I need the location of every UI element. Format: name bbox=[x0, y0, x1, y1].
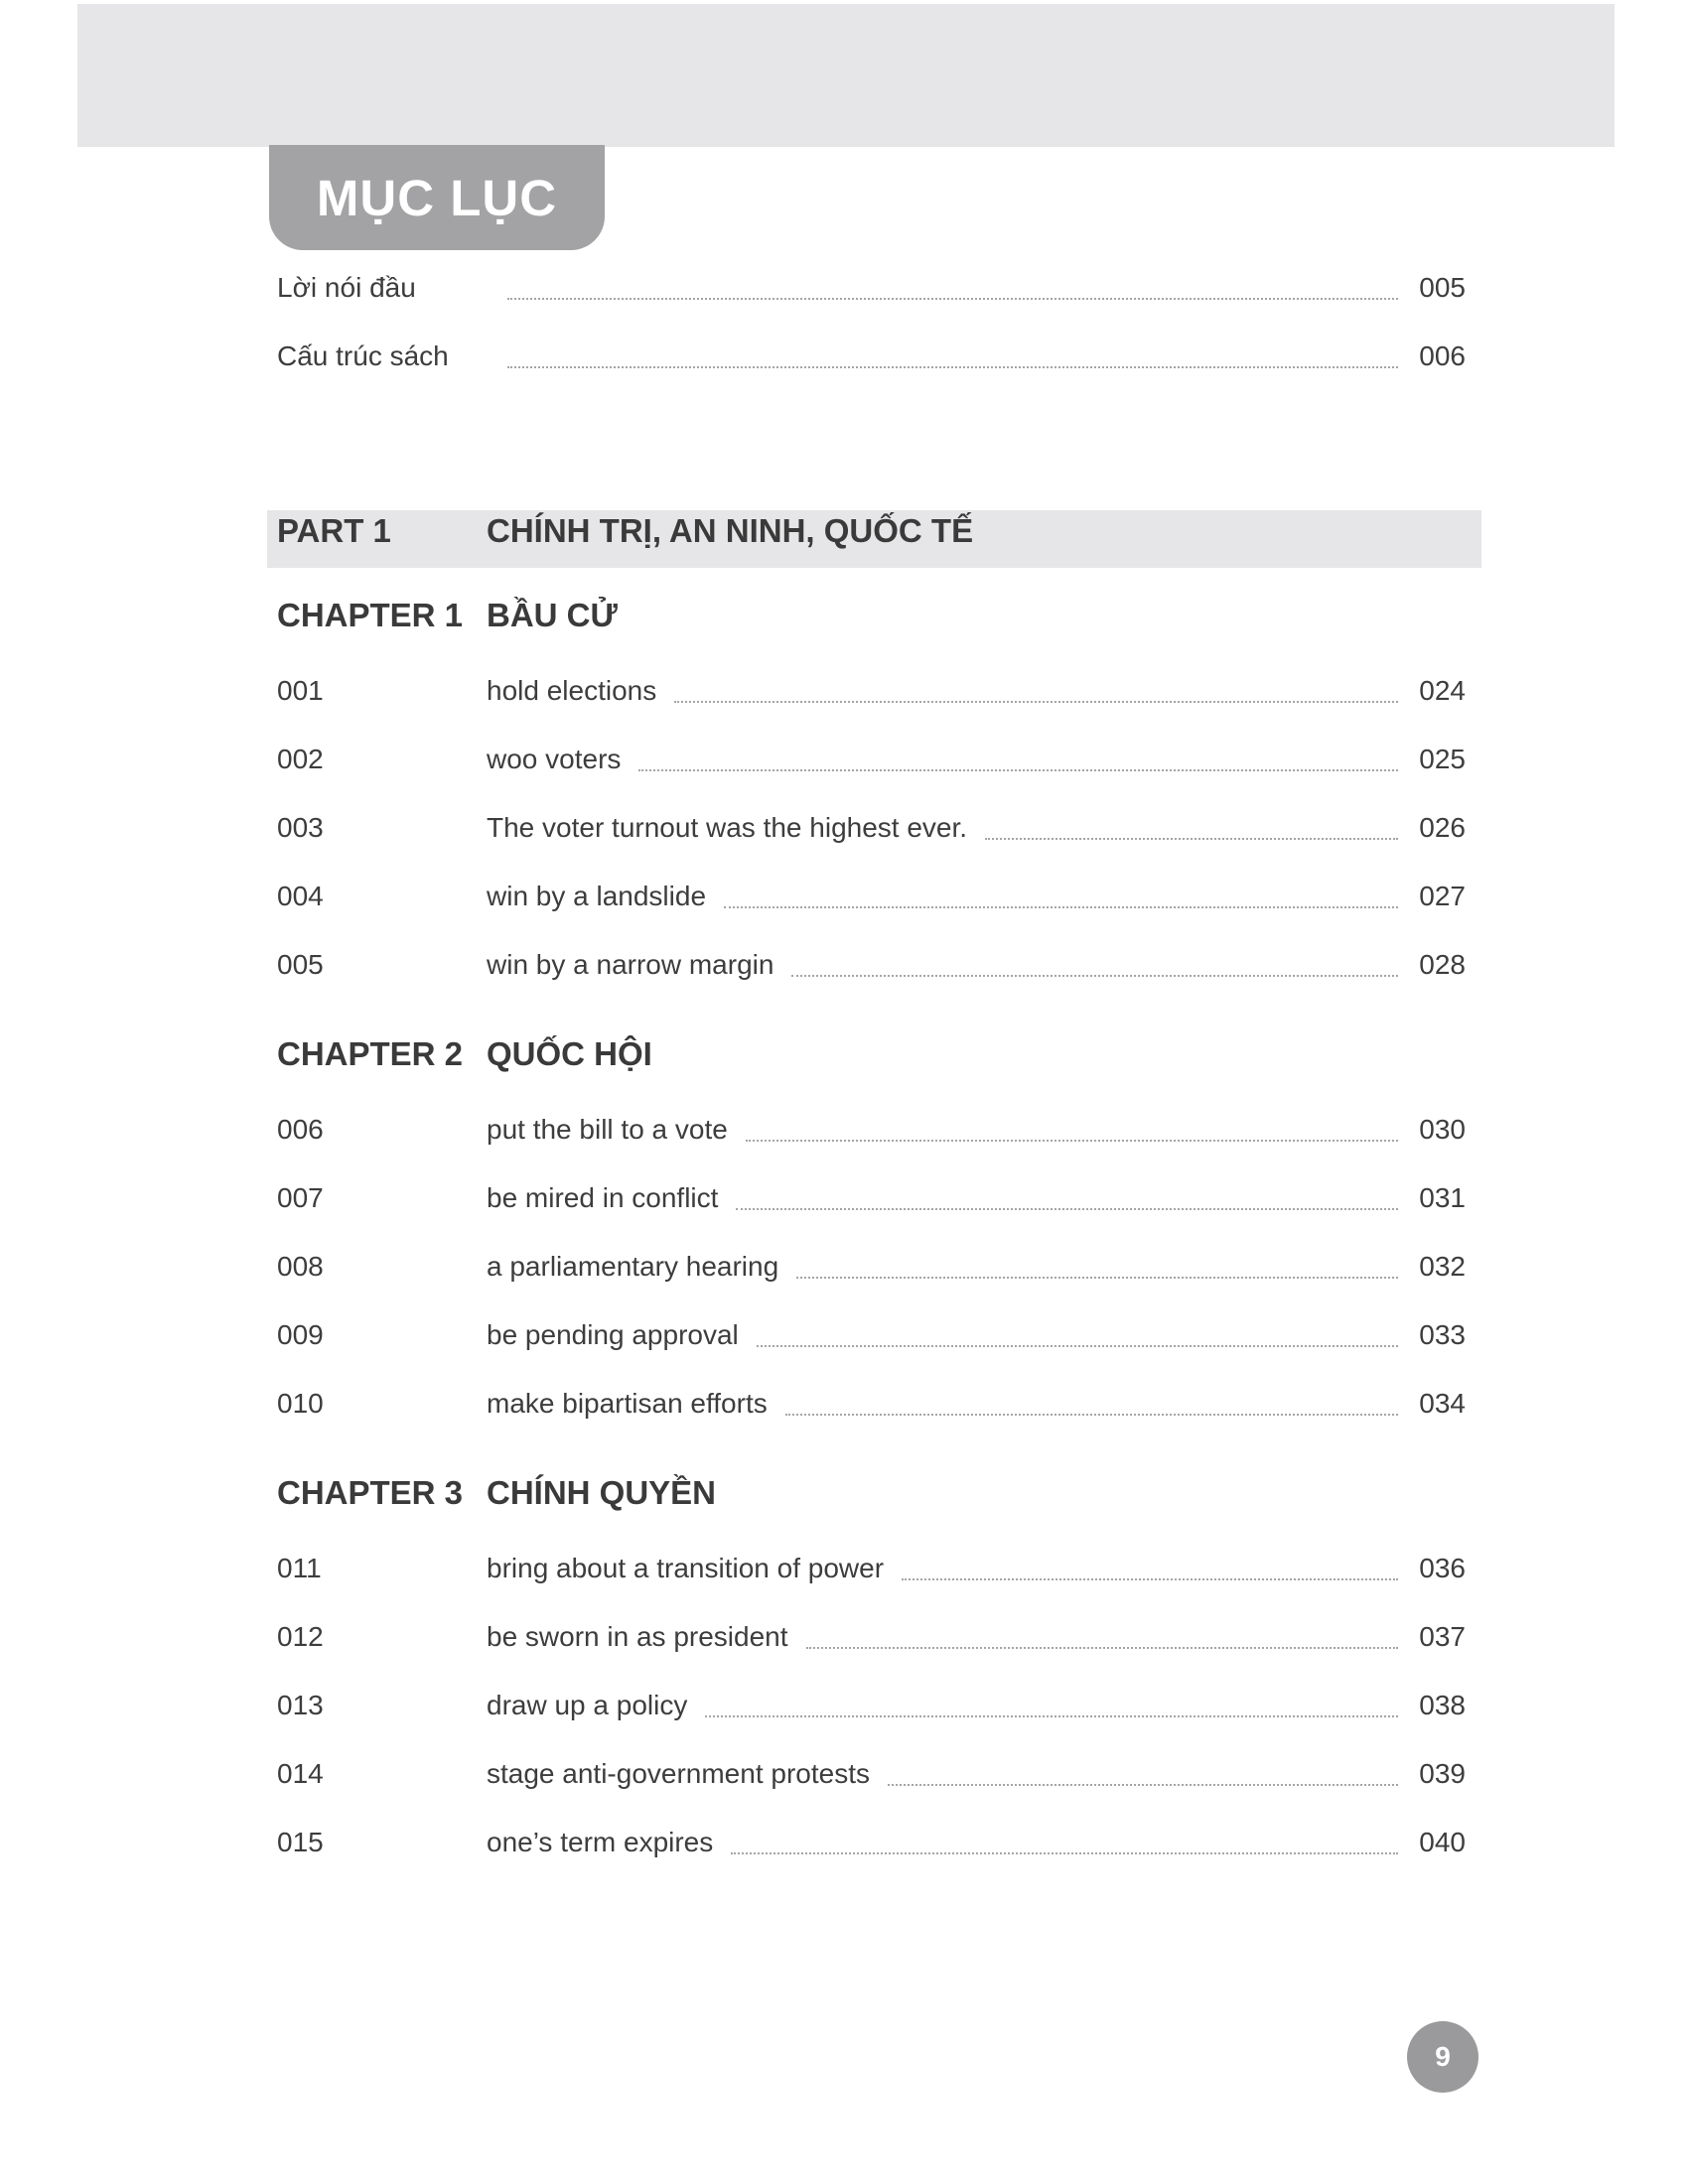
entry-page: 031 bbox=[1419, 1182, 1466, 1213]
dot-leader bbox=[806, 1646, 1398, 1649]
toc-entry[interactable] bbox=[277, 675, 1466, 715]
toc-entry[interactable] bbox=[277, 1690, 1466, 1729]
dot-leader bbox=[746, 1139, 1398, 1142]
toc-entry[interactable] bbox=[277, 881, 1466, 920]
chapter-label: CHAPTER 3 bbox=[277, 1474, 464, 1511]
chapter-heading[interactable] bbox=[277, 1474, 716, 1512]
entry-text: win by a landslide bbox=[487, 881, 707, 911]
entry-text: be pending approval bbox=[487, 1319, 739, 1350]
entry-number: 011 bbox=[277, 1553, 322, 1583]
dot-leader bbox=[507, 365, 1398, 368]
entry-text: one’s term expires bbox=[487, 1827, 714, 1857]
page-number: 9 bbox=[1435, 2041, 1451, 2072]
entry-text: make bipartisan efforts bbox=[487, 1388, 768, 1419]
dot-leader bbox=[902, 1577, 1398, 1580]
toc-entry[interactable] bbox=[277, 1827, 1466, 1866]
dot-leader bbox=[731, 1851, 1398, 1854]
entry-number: 001 bbox=[277, 675, 324, 706]
toc-entry[interactable] bbox=[277, 1182, 1466, 1222]
toc-entry[interactable] bbox=[277, 744, 1466, 783]
entry-text: a parliamentary hearing bbox=[487, 1251, 779, 1282]
entry-text: Lời nói đầu bbox=[277, 272, 416, 303]
entry-page: 028 bbox=[1419, 949, 1466, 980]
toc-entry[interactable] bbox=[277, 1621, 1466, 1661]
toc-entry[interactable] bbox=[277, 1251, 1466, 1291]
toc-entry[interactable] bbox=[277, 1553, 1466, 1592]
title-tab bbox=[269, 145, 605, 250]
dot-leader bbox=[724, 905, 1398, 908]
dot-leader bbox=[507, 297, 1398, 300]
toc-entry-foreword[interactable] bbox=[277, 272, 1466, 312]
entry-page: 026 bbox=[1419, 812, 1466, 843]
entry-number: 006 bbox=[277, 1114, 324, 1145]
entry-number: 013 bbox=[277, 1690, 324, 1720]
entry-number: 014 bbox=[277, 1758, 324, 1789]
dot-leader bbox=[785, 1413, 1398, 1416]
entry-number: 015 bbox=[277, 1827, 324, 1857]
part-label: PART 1 bbox=[277, 512, 391, 549]
chapter-heading[interactable] bbox=[277, 597, 618, 634]
dot-leader bbox=[985, 837, 1398, 840]
toc-entry[interactable] bbox=[277, 1388, 1466, 1428]
entry-page: 037 bbox=[1419, 1621, 1466, 1652]
entry-page: 027 bbox=[1419, 881, 1466, 911]
entry-page: 032 bbox=[1419, 1251, 1466, 1282]
toc-entry[interactable] bbox=[277, 1758, 1466, 1798]
entry-text: be sworn in as president bbox=[487, 1621, 788, 1652]
page-title: MỤC LỤC bbox=[316, 169, 558, 226]
toc-entry[interactable] bbox=[277, 812, 1466, 852]
entry-text: put the bill to a vote bbox=[487, 1114, 728, 1145]
entry-number: 010 bbox=[277, 1388, 324, 1419]
entry-number: 004 bbox=[277, 881, 324, 911]
entry-text: hold elections bbox=[487, 675, 657, 706]
page-number-badge bbox=[1407, 2021, 1478, 2093]
entry-text: bring about a transition of power bbox=[487, 1553, 885, 1583]
entry-number: 012 bbox=[277, 1621, 324, 1652]
header-band bbox=[77, 4, 1615, 147]
dot-leader bbox=[757, 1344, 1398, 1347]
entry-page: 024 bbox=[1419, 675, 1466, 706]
entry-page: 040 bbox=[1419, 1827, 1466, 1857]
chapter-heading[interactable] bbox=[277, 1035, 652, 1073]
entry-page: 033 bbox=[1419, 1319, 1466, 1350]
dot-leader bbox=[705, 1714, 1398, 1717]
entry-page: 039 bbox=[1419, 1758, 1466, 1789]
entry-number: 009 bbox=[277, 1319, 324, 1350]
toc-entry[interactable] bbox=[277, 949, 1466, 989]
entry-text: Cấu trúc sách bbox=[277, 341, 449, 371]
dot-leader bbox=[638, 768, 1398, 771]
dot-leader bbox=[888, 1783, 1398, 1786]
entry-page: 005 bbox=[1419, 272, 1466, 303]
toc-entry[interactable] bbox=[277, 1114, 1466, 1154]
entry-text: stage anti-government protests bbox=[487, 1758, 870, 1789]
entry-text: draw up a policy bbox=[487, 1690, 688, 1720]
entry-text: The voter turnout was the highest ever. bbox=[487, 812, 968, 843]
part-title: CHÍNH TRỊ, AN NINH, QUỐC TẾ bbox=[487, 512, 974, 549]
entry-page: 038 bbox=[1419, 1690, 1466, 1720]
chapter-label: CHAPTER 1 bbox=[277, 597, 464, 633]
entry-page: 030 bbox=[1419, 1114, 1466, 1145]
entry-number: 008 bbox=[277, 1251, 324, 1282]
dot-leader bbox=[791, 974, 1398, 977]
toc-entry[interactable] bbox=[277, 1319, 1466, 1359]
entry-text: win by a narrow margin bbox=[487, 949, 774, 980]
entry-number: 002 bbox=[277, 744, 324, 774]
chapter-label: CHAPTER 2 bbox=[277, 1035, 464, 1072]
entry-page: 006 bbox=[1419, 341, 1466, 371]
dot-leader bbox=[796, 1276, 1398, 1279]
chapter-title: CHÍNH QUYỀN bbox=[487, 1474, 717, 1511]
dot-leader bbox=[674, 700, 1398, 703]
entry-number: 007 bbox=[277, 1182, 324, 1213]
toc-entry-book-structure[interactable] bbox=[277, 341, 1466, 380]
chapter-title: QUỐC HỘI bbox=[487, 1035, 652, 1072]
entry-number: 005 bbox=[277, 949, 324, 980]
entry-page: 036 bbox=[1419, 1553, 1466, 1583]
entry-number: 003 bbox=[277, 812, 324, 843]
entry-text: be mired in conflict bbox=[487, 1182, 719, 1213]
entry-page: 034 bbox=[1419, 1388, 1466, 1419]
entry-text: woo voters bbox=[487, 744, 622, 774]
dot-leader bbox=[736, 1207, 1398, 1210]
chapter-title: BẦU CỬ bbox=[487, 597, 618, 633]
entry-page: 025 bbox=[1419, 744, 1466, 774]
part-heading[interactable] bbox=[277, 512, 973, 550]
